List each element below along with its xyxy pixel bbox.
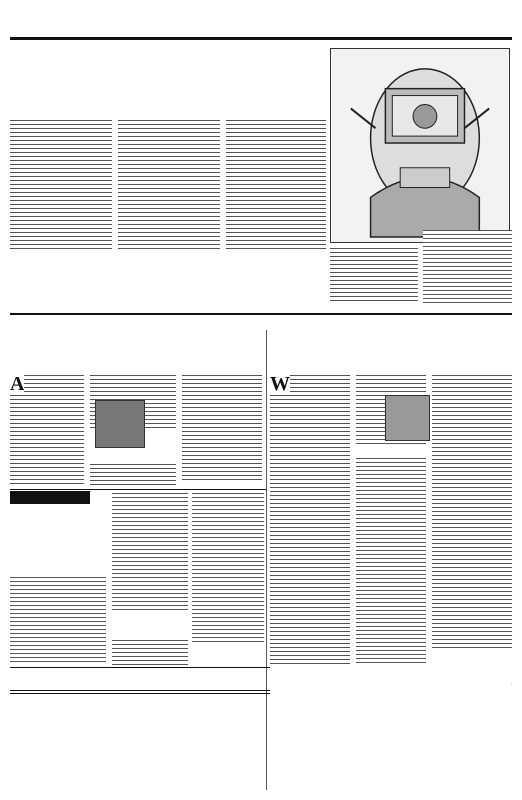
editorial-column-3 — [226, 120, 326, 250]
submission-letters — [10, 697, 270, 702]
submission-columns — [10, 705, 270, 710]
right-dropcap: W — [270, 373, 290, 395]
page-header — [10, 2, 512, 40]
quote-box — [10, 667, 270, 687]
feedback-label — [10, 491, 90, 504]
editorial-column-1 — [10, 120, 112, 250]
submission-contact — [10, 713, 270, 718]
feedback-text-2b — [112, 493, 188, 613]
right-column-text-2b — [356, 458, 426, 665]
feedback-text-3b — [192, 493, 264, 643]
editorial-column-5 — [423, 230, 512, 303]
submission-guidelines — [10, 690, 270, 790]
left-author-photo — [95, 400, 145, 448]
submission-letters-text — [10, 697, 13, 702]
top-staff — [420, 680, 512, 685]
submission-heading — [10, 690, 270, 694]
feedback-text-2 — [10, 577, 106, 665]
editorial-cartoon — [330, 48, 510, 243]
right-column-text-1b — [270, 395, 350, 665]
top-staff-1: , — [510, 680, 512, 685]
feedback-text-3 — [112, 640, 188, 665]
section-divider — [10, 313, 512, 315]
right-author-photo — [385, 395, 430, 441]
submission-contact-text — [10, 713, 13, 718]
left-column-text-2b — [90, 464, 176, 488]
feedback-divider — [10, 489, 266, 490]
right-column-text-3 — [432, 375, 512, 650]
quote-heading — [10, 668, 270, 670]
left-column-text-1b — [10, 395, 84, 485]
left-dropcap: A — [10, 373, 25, 395]
cartoon-illustration — [331, 49, 509, 242]
left-column-text-3 — [182, 375, 262, 480]
editorial-column-4 — [330, 248, 418, 303]
submission-columns-text — [10, 705, 13, 710]
editorial-column-2 — [118, 120, 220, 250]
